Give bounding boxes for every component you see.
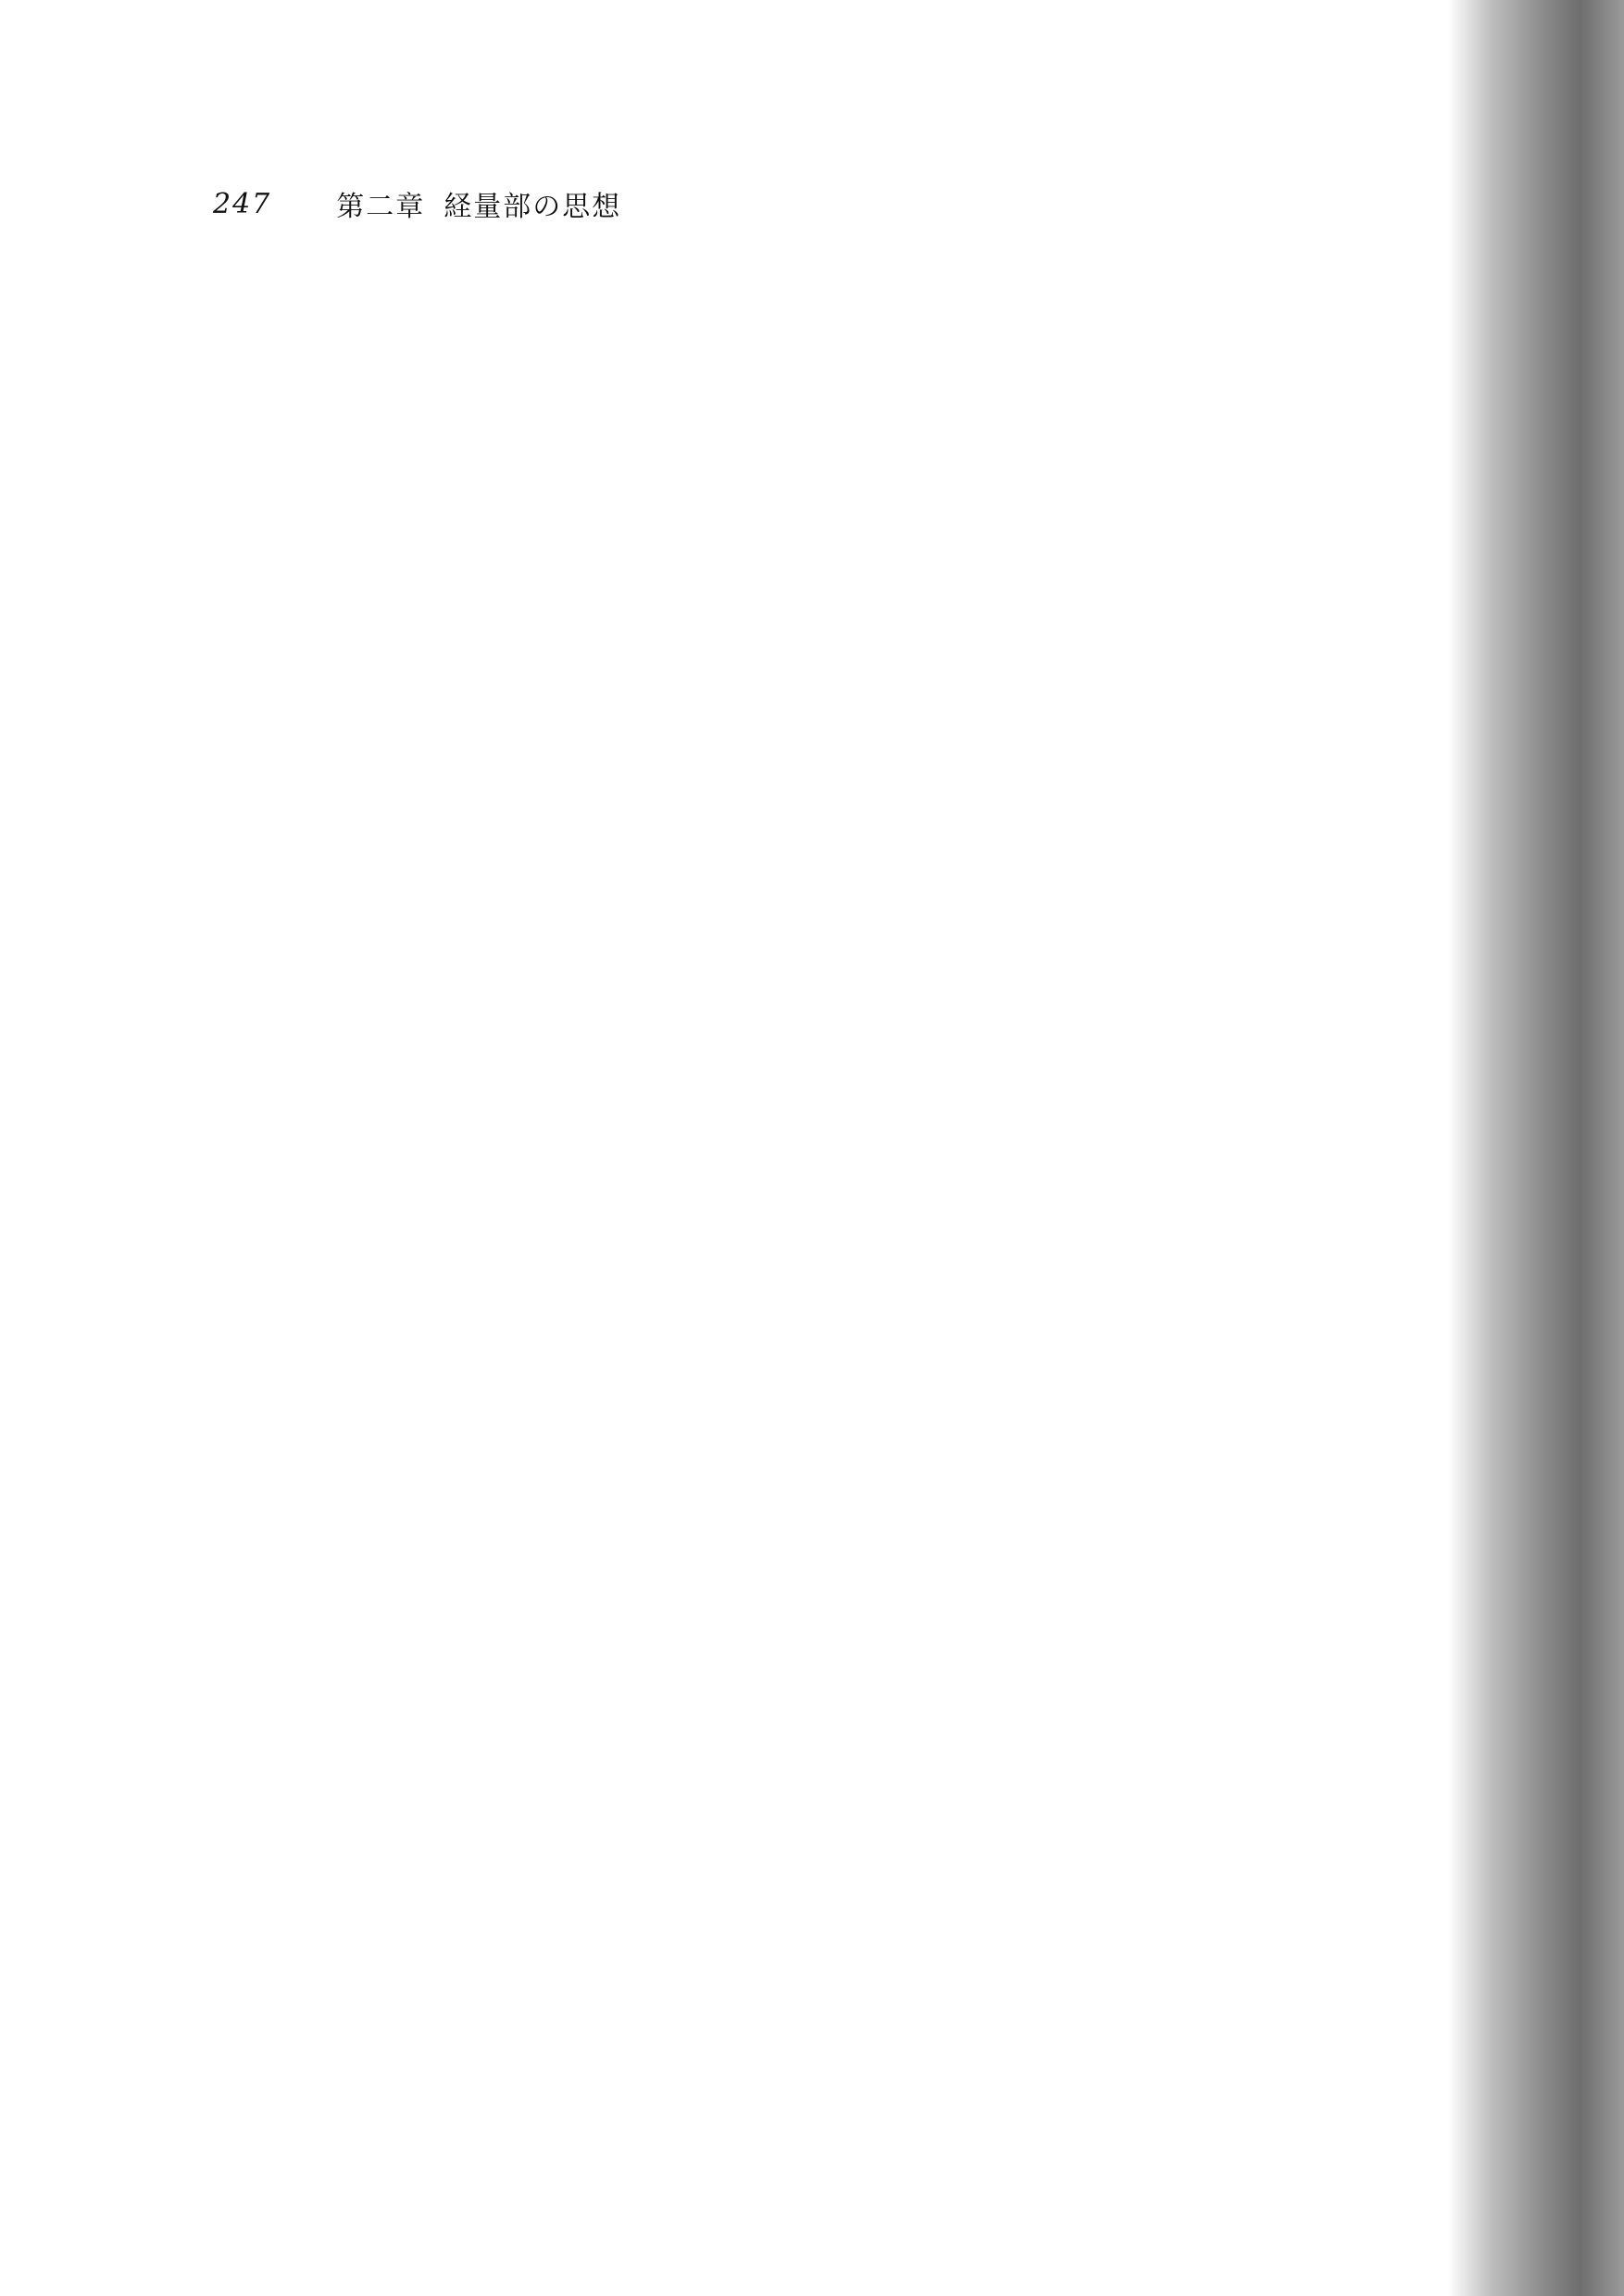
page-number: 247 — [213, 187, 272, 220]
text-line — [1238, 278, 1273, 311]
text-line — [582, 278, 618, 311]
text-line — [642, 278, 677, 311]
running-header — [213, 185, 621, 222]
scan-gutter-shadow — [1448, 0, 1624, 2296]
chapter-label: 第二章 — [336, 191, 426, 223]
text-line — [820, 278, 856, 311]
body-text — [106, 278, 1393, 2083]
chapter-title: 経量部の思想 — [443, 191, 622, 223]
